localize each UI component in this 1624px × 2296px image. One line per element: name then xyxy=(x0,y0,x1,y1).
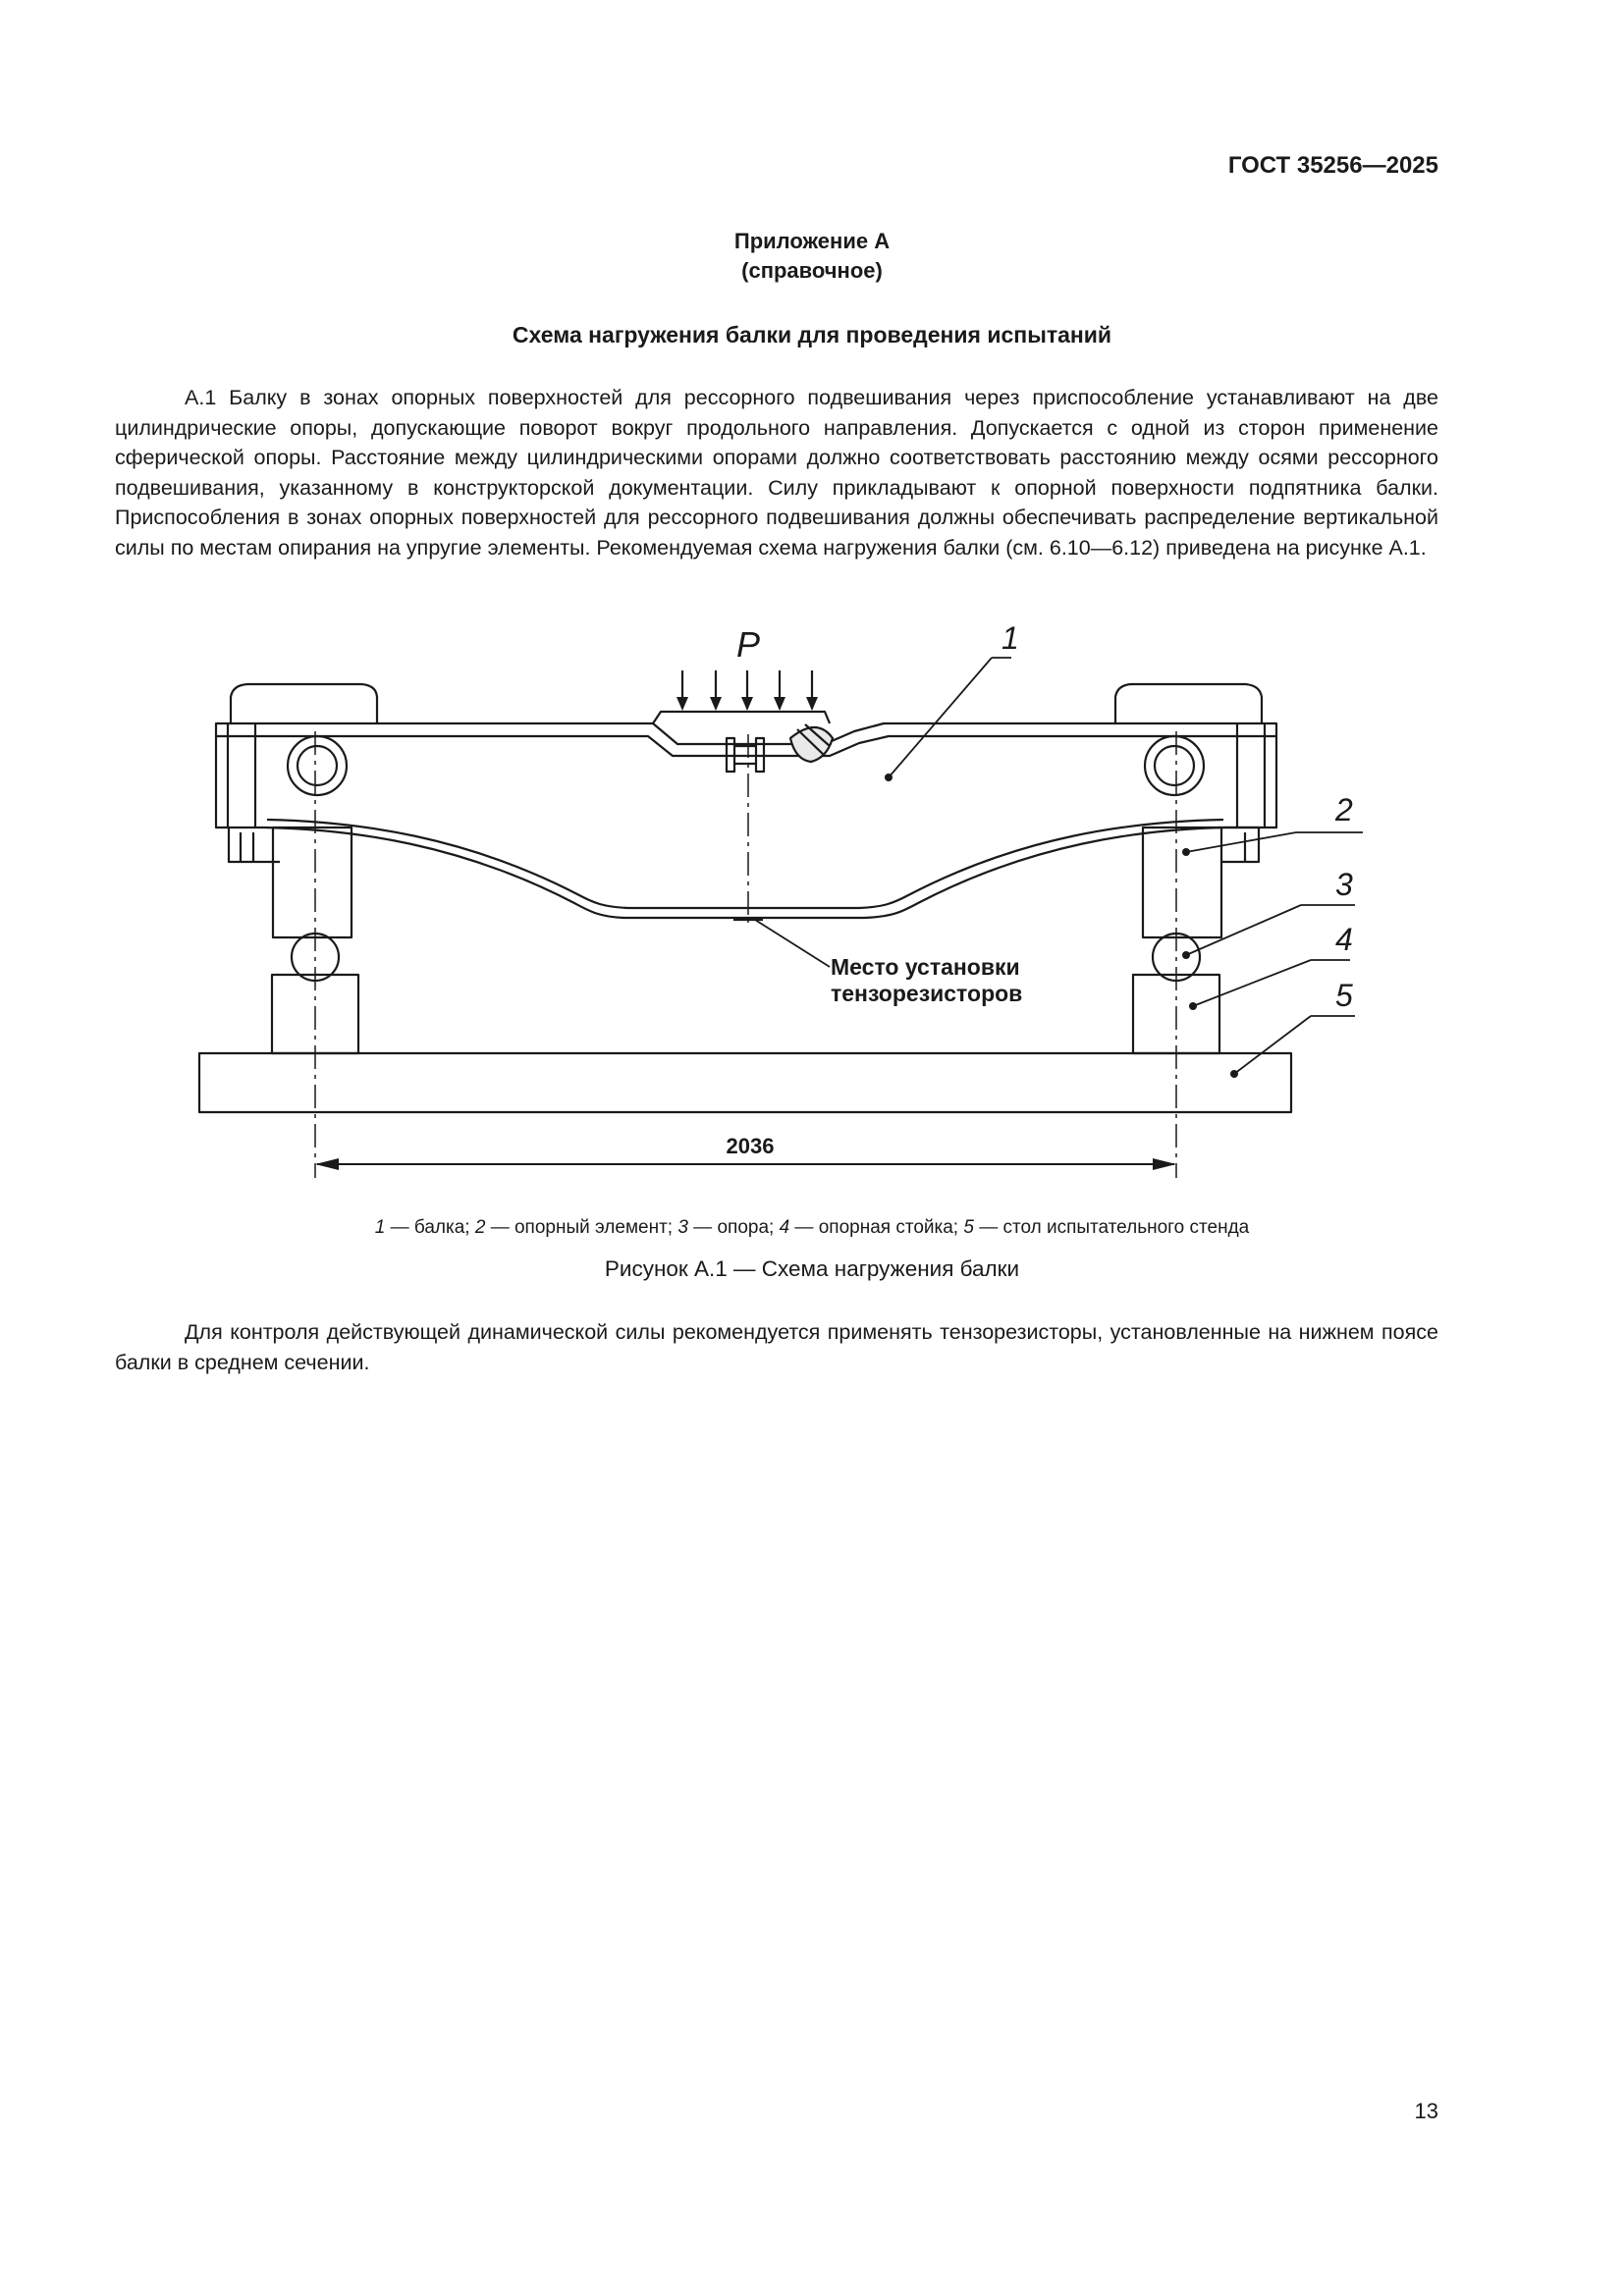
callout-1: 1 xyxy=(1001,620,1019,656)
legend-text-2: — опорный элемент; xyxy=(485,1217,678,1238)
paragraph-after xyxy=(115,1317,1438,1377)
callout-4: 4 xyxy=(1335,922,1353,957)
dimension-line xyxy=(315,1158,1176,1170)
callout-3: 3 xyxy=(1335,867,1353,902)
center-plate xyxy=(653,712,830,723)
paragraph-a1-text: А.1 Балку в зонах опорных поверхностей для рессорного подвешивания через приспособление устанавливают на две цилиндрические опоры, допускающие поворот вокруг продольного направления. Допускается с одной из сторон применение сферической опоры. Расстояние между цилиндрическими опорами должно соответствовать расстоянию между осями рессорного подвешивания, указанному в конструкторской документации. Силу прикладывают к опорной поверхности подпятника балки. Приспособления в зонах опорных поверхностей для рессорного подвешивания должны обеспечивать распределение вертикальной силы по местам опирания на упругие элементы. Рекомендуемая схема нагружения балки (см. 6.10—6.12) приведена на рисунке А.1. xyxy=(115,386,1438,560)
legend-text-5: — стол испытательного стенда xyxy=(973,1217,1250,1238)
standard-number: ГОСТ 35256—2025 xyxy=(1227,152,1438,179)
legend-num-5: 5 xyxy=(963,1217,974,1238)
strain-gauge-label-line1: Место установки xyxy=(831,954,1020,980)
legend-num-3: 3 xyxy=(677,1217,688,1238)
callout-5: 5 xyxy=(1335,978,1353,1013)
figure-legend xyxy=(0,1217,1624,1239)
right-support-element xyxy=(1143,828,1221,937)
legend-text-3: — опора; xyxy=(687,1217,780,1238)
load-label: P xyxy=(735,624,761,665)
figure-caption: Рисунок А.1 — Схема нагружения балки xyxy=(604,1256,1020,1281)
dimension-value: 2036 xyxy=(726,1134,775,1158)
strain-gauge-label-line2: тензорезисторов xyxy=(831,981,1023,1006)
section-title: Схема нагружения балки для проведения испытаний xyxy=(512,322,1112,347)
legend-text-1: — балка; xyxy=(385,1217,475,1238)
legend-num-4: 4 xyxy=(779,1217,790,1238)
appendix-title: Приложение А xyxy=(733,229,891,253)
legend-num-1: 1 xyxy=(374,1217,386,1238)
test-stand-table xyxy=(199,1053,1291,1112)
legend-num-2: 2 xyxy=(474,1217,486,1238)
paragraph-after-text: Для контроля действующей динамической силы рекомендуется применять тензорезисторы, установленные на нижнем поясе балки в среднем сечении. xyxy=(115,1320,1438,1374)
legend-text-4: — опорная стойка; xyxy=(789,1217,964,1238)
appendix-subtitle: (справочное) xyxy=(741,258,883,283)
callout-2: 2 xyxy=(1335,792,1353,828)
left-support-element xyxy=(273,828,352,937)
page-number: 13 xyxy=(1414,2099,1438,2123)
bolster-beam xyxy=(216,723,1276,918)
